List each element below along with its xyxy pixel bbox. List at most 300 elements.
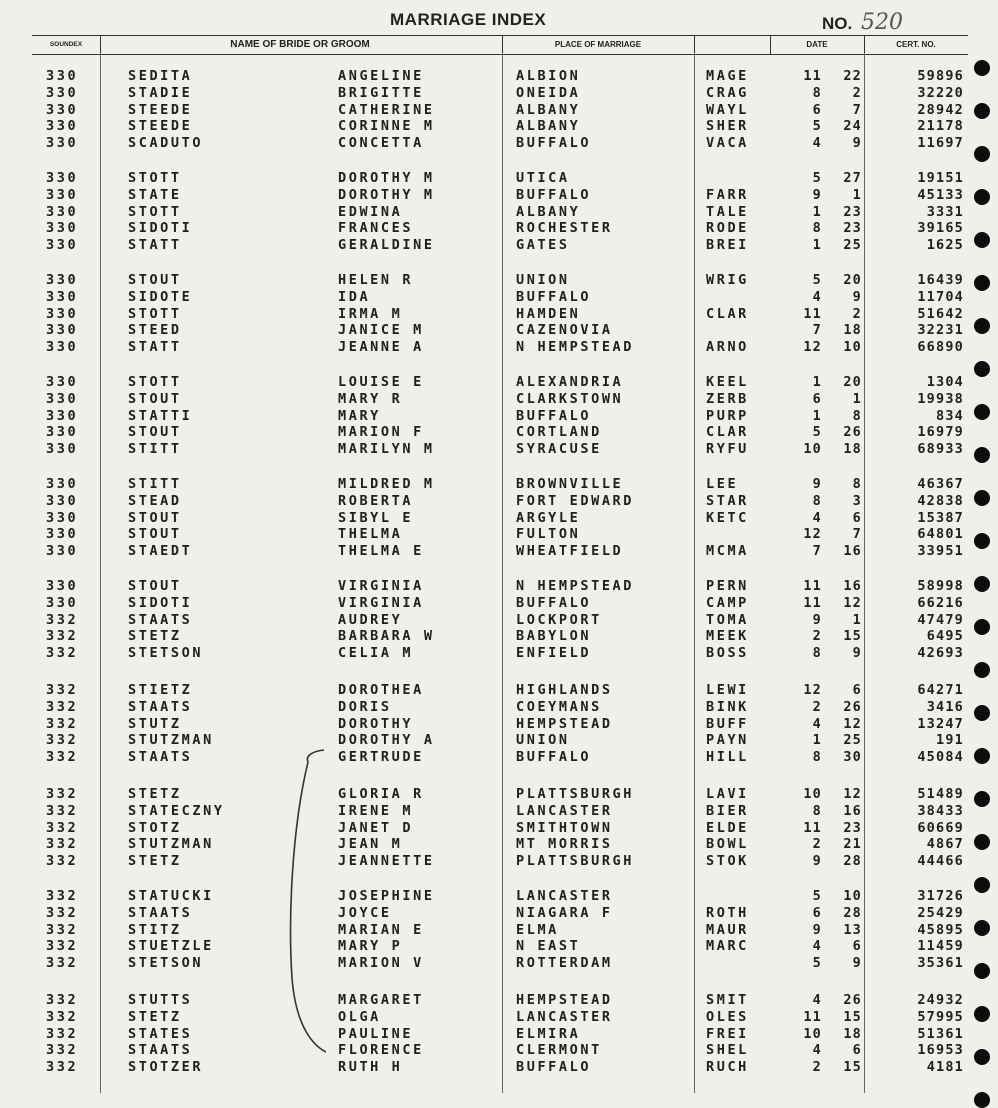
- given-name: DOROTHY: [338, 715, 414, 732]
- month: 6: [812, 101, 822, 118]
- place-of-marriage: N EAST: [516, 938, 581, 955]
- soundex-code: 330: [46, 170, 79, 186]
- day: 10: [843, 888, 862, 904]
- month: 5: [812, 170, 822, 186]
- day: 23: [843, 203, 862, 220]
- month: 12: [803, 339, 822, 356]
- soundex-code: 332: [46, 938, 79, 955]
- surname: STOTT: [128, 203, 182, 220]
- given-name: OLGA: [338, 1008, 381, 1025]
- officiant-code: CRAG: [706, 84, 749, 101]
- soundex-code: 330: [46, 101, 79, 118]
- officiant-code: MAUR: [706, 921, 749, 938]
- officiant-code: MEEK: [706, 628, 749, 645]
- officiant-code: BIER: [706, 802, 749, 819]
- place-of-marriage: WHEATFIELD: [516, 543, 624, 560]
- officiant-code: MARC: [706, 938, 749, 955]
- table-row: [0, 408, 998, 425]
- given-name: ROBERTA: [338, 492, 414, 509]
- soundex-code: 330: [46, 594, 79, 611]
- surname: STOUT: [128, 578, 182, 594]
- place-of-marriage: N HEMPSTEAD: [516, 578, 635, 594]
- day: 12: [843, 786, 862, 802]
- table-row: [0, 922, 998, 939]
- month: 8: [812, 220, 822, 237]
- soundex-code: 330: [46, 220, 79, 237]
- officiant-code: TALE: [706, 203, 749, 220]
- month: 11: [803, 578, 822, 594]
- table-row: [0, 476, 998, 493]
- soundex-code: 330: [46, 374, 79, 390]
- place-of-marriage: PLATTSBURGH: [516, 853, 635, 870]
- given-name: BRIGITTE: [338, 84, 424, 101]
- given-name: DOROTHY M: [338, 170, 435, 186]
- surname: STATES: [128, 1025, 193, 1042]
- month: 8: [812, 749, 822, 766]
- punch-hole: [974, 361, 990, 377]
- month: 12: [803, 682, 822, 698]
- given-name: JOYCE: [338, 904, 392, 921]
- place-of-marriage: ALEXANDRIA: [516, 374, 624, 390]
- month: 4: [812, 715, 822, 732]
- punch-hole: [974, 232, 990, 248]
- surname: STADIE: [128, 84, 193, 101]
- soundex-code: 332: [46, 682, 79, 698]
- soundex-code: 332: [46, 904, 79, 921]
- month: 10: [803, 786, 822, 802]
- soundex-code: 330: [46, 543, 79, 560]
- place-of-marriage: CAZENOVIA: [516, 322, 613, 339]
- officiant-code: PAYN: [706, 732, 749, 749]
- certificate-number: 24932: [917, 992, 964, 1008]
- month: 1: [812, 732, 822, 749]
- day: 10: [843, 339, 862, 356]
- officiant-code: ROTH: [706, 904, 749, 921]
- day: 6: [852, 509, 862, 526]
- punch-hole: [974, 189, 990, 205]
- given-name: JOSEPHINE: [338, 888, 435, 904]
- given-name: GERALDINE: [338, 237, 435, 254]
- soundex-code: 332: [46, 1059, 79, 1076]
- day: 8: [852, 476, 862, 492]
- soundex-code: 330: [46, 322, 79, 339]
- given-name: MILDRED M: [338, 476, 435, 492]
- month: 2: [812, 698, 822, 715]
- officiant-code: BOWL: [706, 836, 749, 853]
- place-of-marriage: LANCASTER: [516, 1008, 613, 1025]
- punch-hole: [974, 318, 990, 334]
- certificate-number: 66890: [917, 339, 964, 356]
- table-row: [0, 578, 998, 595]
- certificate-number: 19938: [917, 390, 964, 407]
- officiant-code: RYFU: [706, 441, 749, 458]
- certificate-number: 60669: [917, 819, 964, 836]
- punch-hole: [974, 576, 990, 592]
- soundex-code: 332: [46, 819, 79, 836]
- table-row: [0, 441, 998, 458]
- officiant-code: LEE: [706, 476, 739, 492]
- given-name: MARY R: [338, 390, 403, 407]
- day: 18: [843, 441, 862, 458]
- punch-hole: [974, 705, 990, 721]
- table-row: [0, 272, 998, 289]
- day: 22: [843, 68, 862, 84]
- surname: STATUCKI: [128, 888, 214, 904]
- certificate-number: 42838: [917, 492, 964, 509]
- soundex-code: 330: [46, 526, 79, 543]
- place-of-marriage: HIGHLANDS: [516, 682, 613, 698]
- column-header-soundex: SOUNDEX: [49, 41, 83, 48]
- day: 15: [843, 628, 862, 645]
- punch-hole: [974, 963, 990, 979]
- place-of-marriage: GATES: [516, 237, 570, 254]
- day: 12: [843, 594, 862, 611]
- soundex-code: 332: [46, 715, 79, 732]
- certificate-number: 58998: [917, 578, 964, 594]
- day: 15: [843, 1059, 862, 1076]
- place-of-marriage: FULTON: [516, 526, 581, 543]
- soundex-code: 330: [46, 84, 79, 101]
- officiant-code: [706, 170, 776, 187]
- given-name: CATHERINE: [338, 101, 435, 118]
- certificate-number: 51361: [917, 1025, 964, 1042]
- soundex-code: 330: [46, 135, 79, 152]
- given-name: MARIAN E: [338, 921, 424, 938]
- officiant-code: MCMA: [706, 543, 749, 560]
- month: 9: [812, 476, 822, 492]
- soundex-code: 330: [46, 288, 79, 305]
- month: 11: [803, 1008, 822, 1025]
- place-of-marriage: SMITHTOWN: [516, 819, 613, 836]
- table-row: [0, 339, 998, 356]
- place-of-marriage: COEYMANS: [516, 698, 602, 715]
- certificate-number: 834: [936, 407, 964, 424]
- surname: STAEDT: [128, 543, 193, 560]
- given-name: IRMA M: [338, 305, 403, 322]
- officiant-code: ELDE: [706, 819, 749, 836]
- month: 9: [812, 186, 822, 203]
- column-header-name: NAME OF BRIDE OR GROOM: [230, 39, 370, 50]
- place-of-marriage: CLERMONT: [516, 1042, 602, 1059]
- surname: STAATS: [128, 1042, 193, 1059]
- given-name: CELIA M: [338, 645, 414, 662]
- given-name: MARY P: [338, 938, 403, 955]
- given-name: FRANCES: [338, 220, 414, 237]
- certificate-number: 47479: [917, 611, 964, 628]
- day: 7: [852, 526, 862, 543]
- table-row: [0, 493, 998, 510]
- day: 8: [852, 407, 862, 424]
- certificate-number: 16979: [917, 424, 964, 441]
- month: 8: [812, 492, 822, 509]
- soundex-code: 332: [46, 628, 79, 645]
- table-row: [0, 68, 998, 85]
- place-of-marriage: BUFFALO: [516, 594, 592, 611]
- table-row: [0, 424, 998, 441]
- day: 25: [843, 732, 862, 749]
- given-name: JEANNETTE: [338, 853, 435, 870]
- certificate-number: 51489: [917, 786, 964, 802]
- column-header-cert: CERT. NO.: [896, 40, 936, 49]
- soundex-code: 330: [46, 305, 79, 322]
- month: 4: [812, 288, 822, 305]
- month: 9: [812, 921, 822, 938]
- surname: STAATS: [128, 698, 193, 715]
- table-row: [0, 204, 998, 221]
- surname: STETZ: [128, 1008, 182, 1025]
- punch-hole: [974, 490, 990, 506]
- certificate-number: 44466: [917, 853, 964, 870]
- soundex-code: 330: [46, 390, 79, 407]
- month: 11: [803, 594, 822, 611]
- place-of-marriage: ROCHESTER: [516, 220, 613, 237]
- officiant-code: BREI: [706, 237, 749, 254]
- day: 21: [843, 836, 862, 853]
- day: 28: [843, 904, 862, 921]
- punch-hole: [974, 1049, 990, 1065]
- table-row: [0, 612, 998, 629]
- day: 1: [852, 611, 862, 628]
- month: 10: [803, 1025, 822, 1042]
- day: 9: [852, 135, 862, 152]
- certificate-number: 66216: [917, 594, 964, 611]
- table-row: [0, 322, 998, 339]
- soundex-code: 330: [46, 237, 79, 254]
- soundex-code: 330: [46, 441, 79, 458]
- place-of-marriage: LANCASTER: [516, 802, 613, 819]
- day: 2: [852, 305, 862, 322]
- place-of-marriage: HEMPSTEAD: [516, 992, 613, 1008]
- table-row: [0, 699, 998, 716]
- given-name: GERTRUDE: [338, 749, 424, 766]
- officiant-code: STAR: [706, 492, 749, 509]
- day: 12: [843, 715, 862, 732]
- place-of-marriage: BABYLON: [516, 628, 592, 645]
- officiant-code: WAYL: [706, 101, 749, 118]
- certificate-number: 39165: [917, 220, 964, 237]
- given-name: THELMA: [338, 526, 403, 543]
- day: 3: [852, 492, 862, 509]
- certificate-number: 1625: [926, 237, 964, 254]
- day: 23: [843, 819, 862, 836]
- day: 9: [852, 645, 862, 662]
- officiant-code: HILL: [706, 749, 749, 766]
- page-title: MARRIAGE INDEX: [390, 10, 547, 29]
- given-name: MARGARET: [338, 992, 424, 1008]
- day: 16: [843, 802, 862, 819]
- column-header-place: PLACE OF MARRIAGE: [554, 40, 642, 49]
- day: 26: [843, 424, 862, 441]
- soundex-code: 332: [46, 921, 79, 938]
- soundex-code: 330: [46, 118, 79, 135]
- place-of-marriage: ELMA: [516, 921, 559, 938]
- surname: STOTZ: [128, 819, 182, 836]
- table-row: [0, 220, 998, 237]
- day: 28: [843, 853, 862, 870]
- soundex-code: 332: [46, 836, 79, 853]
- surname: STEED: [128, 322, 182, 339]
- officiant-code: ARNO: [706, 339, 749, 356]
- officiant-code: RUCH: [706, 1059, 749, 1076]
- soundex-code: 332: [46, 732, 79, 749]
- officiant-code: PERN: [706, 578, 749, 594]
- certificate-number: 35361: [917, 955, 964, 972]
- place-of-marriage: ARGYLE: [516, 509, 581, 526]
- surname: STOTT: [128, 170, 182, 186]
- place-of-marriage: HEMPSTEAD: [516, 715, 613, 732]
- table-row: [0, 1009, 998, 1026]
- place-of-marriage: CLARKSTOWN: [516, 390, 624, 407]
- officiant-code: TOMA: [706, 611, 749, 628]
- soundex-code: 332: [46, 1042, 79, 1059]
- certificate-number: 51642: [917, 305, 964, 322]
- month: 10: [803, 441, 822, 458]
- punch-hole: [974, 404, 990, 420]
- table-row: [0, 938, 998, 955]
- table-row: [0, 543, 998, 560]
- officiant-code: CLAR: [706, 424, 749, 441]
- day: 9: [852, 955, 862, 972]
- month: 9: [812, 611, 822, 628]
- given-name: MARION F: [338, 424, 424, 441]
- certificate-number: 15387: [917, 509, 964, 526]
- given-name: BARBARA W: [338, 628, 435, 645]
- soundex-code: 332: [46, 749, 79, 766]
- table-row: [0, 853, 998, 870]
- surname: STEEDE: [128, 118, 193, 135]
- place-of-marriage: N HEMPSTEAD: [516, 339, 635, 356]
- surname: STETZ: [128, 628, 182, 645]
- given-name: PAULINE: [338, 1025, 414, 1042]
- officiant-code: CAMP: [706, 594, 749, 611]
- table-row: [0, 595, 998, 612]
- place-of-marriage: ENFIELD: [516, 645, 592, 662]
- place-of-marriage: CORTLAND: [516, 424, 602, 441]
- table-row: [0, 374, 998, 391]
- place-of-marriage: PLATTSBURGH: [516, 786, 635, 802]
- given-name: ANGELINE: [338, 68, 424, 84]
- surname: STATT: [128, 339, 182, 356]
- soundex-code: 332: [46, 1025, 79, 1042]
- surname: STOUT: [128, 424, 182, 441]
- certificate-number: 6495: [926, 628, 964, 645]
- certificate-number: 45084: [917, 749, 964, 766]
- place-of-marriage: ALBANY: [516, 118, 581, 135]
- given-name: EDWINA: [338, 203, 403, 220]
- month: 1: [812, 407, 822, 424]
- place-of-marriage: LOCKPORT: [516, 611, 602, 628]
- certificate-number: 11704: [917, 288, 964, 305]
- month: 2: [812, 836, 822, 853]
- punch-hole: [974, 920, 990, 936]
- surname: STATE: [128, 186, 182, 203]
- surname: STAATS: [128, 611, 193, 628]
- soundex-code: 330: [46, 68, 79, 84]
- given-name: DOROTHY M: [338, 186, 435, 203]
- officiant-code: SMIT: [706, 992, 749, 1008]
- soundex-code: 330: [46, 272, 79, 288]
- given-name: VIRGINIA: [338, 594, 424, 611]
- column-header-bar: [32, 35, 968, 55]
- given-name: CORINNE M: [338, 118, 435, 135]
- given-name: AUDREY: [338, 611, 403, 628]
- certificate-number: 59896: [917, 68, 964, 84]
- officiant-code: WRIG: [706, 272, 749, 288]
- given-name: MARION V: [338, 955, 424, 972]
- month: 4: [812, 938, 822, 955]
- month: 4: [812, 992, 822, 1008]
- place-of-marriage: UNION: [516, 272, 570, 288]
- officiant-code: FARR: [706, 186, 749, 203]
- given-name: MARILYN M: [338, 441, 435, 458]
- certificate-number: 4181: [926, 1059, 964, 1076]
- table-row: [0, 955, 998, 972]
- certificate-number: 4867: [926, 836, 964, 853]
- certificate-number: 64801: [917, 526, 964, 543]
- month: 11: [803, 819, 822, 836]
- certificate-number: 68933: [917, 441, 964, 458]
- table-row: [0, 289, 998, 306]
- place-of-marriage: BUFFALO: [516, 1059, 592, 1076]
- officiant-code: BUFF: [706, 715, 749, 732]
- certificate-number: 11697: [917, 135, 964, 152]
- given-name: DORIS: [338, 698, 392, 715]
- month: 7: [812, 543, 822, 560]
- soundex-code: 332: [46, 1008, 79, 1025]
- day: 13: [843, 921, 862, 938]
- month: 11: [803, 68, 822, 84]
- table-row: [0, 1042, 998, 1059]
- month: 4: [812, 1042, 822, 1059]
- certificate-number: 25429: [917, 904, 964, 921]
- month: 2: [812, 628, 822, 645]
- surname: STUETZLE: [128, 938, 214, 955]
- table-row: [0, 187, 998, 204]
- officiant-code: OLES: [706, 1008, 749, 1025]
- soundex-code: 330: [46, 407, 79, 424]
- officiant-code: LAVI: [706, 786, 749, 802]
- day: 24: [843, 118, 862, 135]
- surname: STOTZER: [128, 1059, 204, 1076]
- certificate-number: 13247: [917, 715, 964, 732]
- officiant-code: VACA: [706, 135, 749, 152]
- officiant-code: [706, 888, 776, 905]
- day: 16: [843, 543, 862, 560]
- place-of-marriage: UNION: [516, 732, 570, 749]
- soundex-code: 330: [46, 339, 79, 356]
- soundex-code: 330: [46, 424, 79, 441]
- certificate-number: 1304: [926, 374, 964, 390]
- table-row: [0, 170, 998, 187]
- punch-hole: [974, 791, 990, 807]
- place-of-marriage: MT MORRIS: [516, 836, 613, 853]
- month: 5: [812, 424, 822, 441]
- surname: SIDOTI: [128, 594, 193, 611]
- day: 18: [843, 1025, 862, 1042]
- officiant-code: PURP: [706, 407, 749, 424]
- table-row: [0, 135, 998, 152]
- punch-hole: [974, 662, 990, 678]
- officiant-code: STOK: [706, 853, 749, 870]
- surname: STITZ: [128, 921, 182, 938]
- surname: STEEDE: [128, 101, 193, 118]
- surname: STAATS: [128, 749, 193, 766]
- day: 20: [843, 272, 862, 288]
- surname: STOUT: [128, 272, 182, 288]
- surname: SCADUTO: [128, 135, 204, 152]
- table-row: [0, 306, 998, 323]
- place-of-marriage: UTICA: [516, 170, 570, 186]
